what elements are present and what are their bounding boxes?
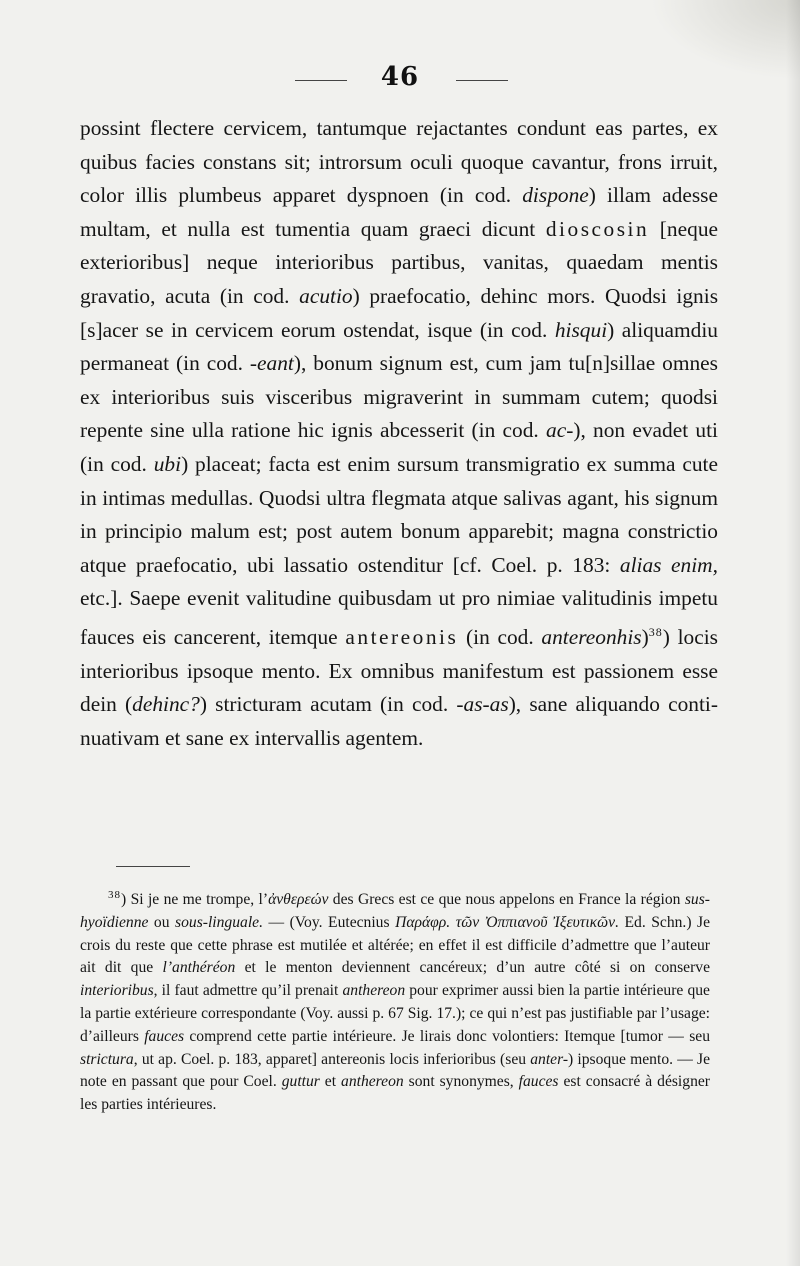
text-run: ), bonum signum est, cum jam tu[n]sillae omnes ex interioribus suis visceribus migraverint in summam cutem; quodsi repente sine ulla ratione hic ignis abcesserit (in cod.: [80, 351, 718, 443]
page-header: [0, 62, 800, 98]
spaced-term: antereonis: [345, 624, 459, 649]
text-run: ) stricturam acutam (in cod.: [199, 692, 457, 717]
text-run: ) locis interioribus ipsoque mento. Ex omnibus manifestum est passionem esse dein (: [80, 624, 718, 717]
italic-term: ubi: [153, 451, 182, 476]
footnote-rule: [116, 866, 190, 867]
italic-term: alias enim,: [619, 552, 718, 577]
footnote-run: comprend cette partie intérieure. Je lirais donc volontiers: Itemque [tumor — seu: [184, 1027, 710, 1045]
footnote-run: Ed. Schn.) Je crois du reste que cette phrase est mutilée et altérée; en effet il est difficile d’admettre que l’auteur ait dit que: [80, 913, 711, 977]
italic-term: sus-hyoïdienne: [80, 891, 710, 931]
footnote-run: , il faut admettre qu’il prenait: [153, 982, 343, 1000]
text-run: [neque exterioribus] neque interioribus partibus, vanitas, quaedam mentis gravatio, acuta (in cod.: [80, 216, 719, 308]
italic-term: eant: [257, 351, 294, 376]
italic-term: acutio: [299, 283, 353, 308]
italic-term: strictura: [80, 1050, 134, 1068]
text-run: ) placeat; facta est enim sursum transmigratio ex summa cute in intimas medullas. Quodsi ultra flegmata atque salivas agant, his signum in principio malum est; post autem bonum apparebit; magna constrictio atque praefocatio, ubi lassatio ostenditur [cf. Coel. p. 183:: [80, 451, 718, 577]
italic-term: anter-: [530, 1050, 569, 1068]
footnote-reference[interactable]: 38: [648, 624, 663, 639]
text-run: ): [641, 624, 649, 649]
text-run: -), non evadet uti (in cod.: [80, 418, 718, 476]
page-edge-shadow: [786, 0, 800, 1266]
italic-term: sous-linguale.: [175, 913, 263, 931]
italic-term: dispone: [522, 183, 589, 208]
text-run: ) aliquamdiu permaneat (in cod. -: [80, 317, 718, 376]
italic-term: antereonhis: [541, 624, 642, 649]
footnote-run: — (Voy. Eutecnius: [262, 913, 396, 931]
text-run: ) praefocatio, dehinc mors. Quodsi ignis [s]acer se in cervicem eorum ostendat, isque (in cod.: [80, 283, 719, 342]
spaced-term: dioscosin: [545, 216, 650, 241]
italic-term: -as-as: [456, 692, 509, 717]
footnote-run: , ut ap. Coel. p. 183, apparet] antereonis locis inferioribus (seu: [133, 1050, 531, 1068]
text-run: possint flectere cervicem, tantumque rejactantes condunt eas partes, ex quibus facies constans sit; introrsum oculi quoque cavantur, frons irruit, color illis plumbeus apparet dyspnoen (in cod.: [80, 116, 718, 208]
italic-term: guttur: [281, 1073, 320, 1091]
footnote-run: et: [319, 1073, 342, 1091]
italic-term: anthereon: [341, 1073, 404, 1091]
italic-term: fauces: [518, 1073, 559, 1091]
text-run: ) illam adesse multam, et nulla est tumentia quam graeci dicunt: [80, 183, 718, 241]
italic-term: dehinc?: [132, 692, 200, 717]
italic-term: ac: [546, 418, 567, 443]
italic-term: anthereon: [342, 982, 406, 1000]
footnote-run: ou: [148, 913, 176, 931]
footnote-run: et le menton deviennent cancéreux; d’un autre côté si on conserve: [235, 959, 711, 977]
footnote-run: est consacré à désigner les parties intérieures.: [80, 1073, 710, 1114]
footnote: [80, 884, 710, 1117]
page-number: 46: [380, 62, 420, 92]
footnote-marker: 38: [108, 889, 121, 901]
main-text: [80, 112, 718, 755]
italic-term: interioribus: [80, 982, 154, 1000]
text-run: ), sane aliquando continuativam et sane ex intervallis agentem.: [80, 692, 718, 750]
header-rule-right: [456, 80, 508, 81]
greek-title: Παράφρ. τῶν Ὀππιανοῦ Ἰξευτικῶν.: [395, 913, 619, 931]
footnote-run: ) ipsoque mento. — Je note en passant que pour Coel.: [80, 1050, 710, 1091]
footnote-run: pour exprimer aussi bien la partie intérieure que la partie extérieure correspondante (Voy. aussi p. 67 Sig. 17.); ce qui n’est pas justifiable par l’usage: d’ailleurs: [80, 982, 710, 1045]
text-run: etc.]. Saepe evenit valitudine quibusdam ut pro nimiae valitudinis impetu fauces eis cancerent, itemque: [80, 586, 718, 649]
footnote-run: sont synonymes,: [403, 1073, 519, 1091]
footnote-run: des Grecs est ce que nous appelons en France la région: [328, 891, 685, 908]
italic-term: fauces: [144, 1027, 185, 1045]
greek-term: ἀνθερεών: [268, 891, 329, 908]
italic-term: hisqui: [554, 317, 608, 342]
text-run: (in cod.: [458, 624, 542, 649]
italic-term: l’anthéréon: [162, 959, 236, 977]
header-rule-left: [295, 80, 347, 81]
footnote-run: ) Si je ne me trompe, l’: [121, 891, 269, 908]
